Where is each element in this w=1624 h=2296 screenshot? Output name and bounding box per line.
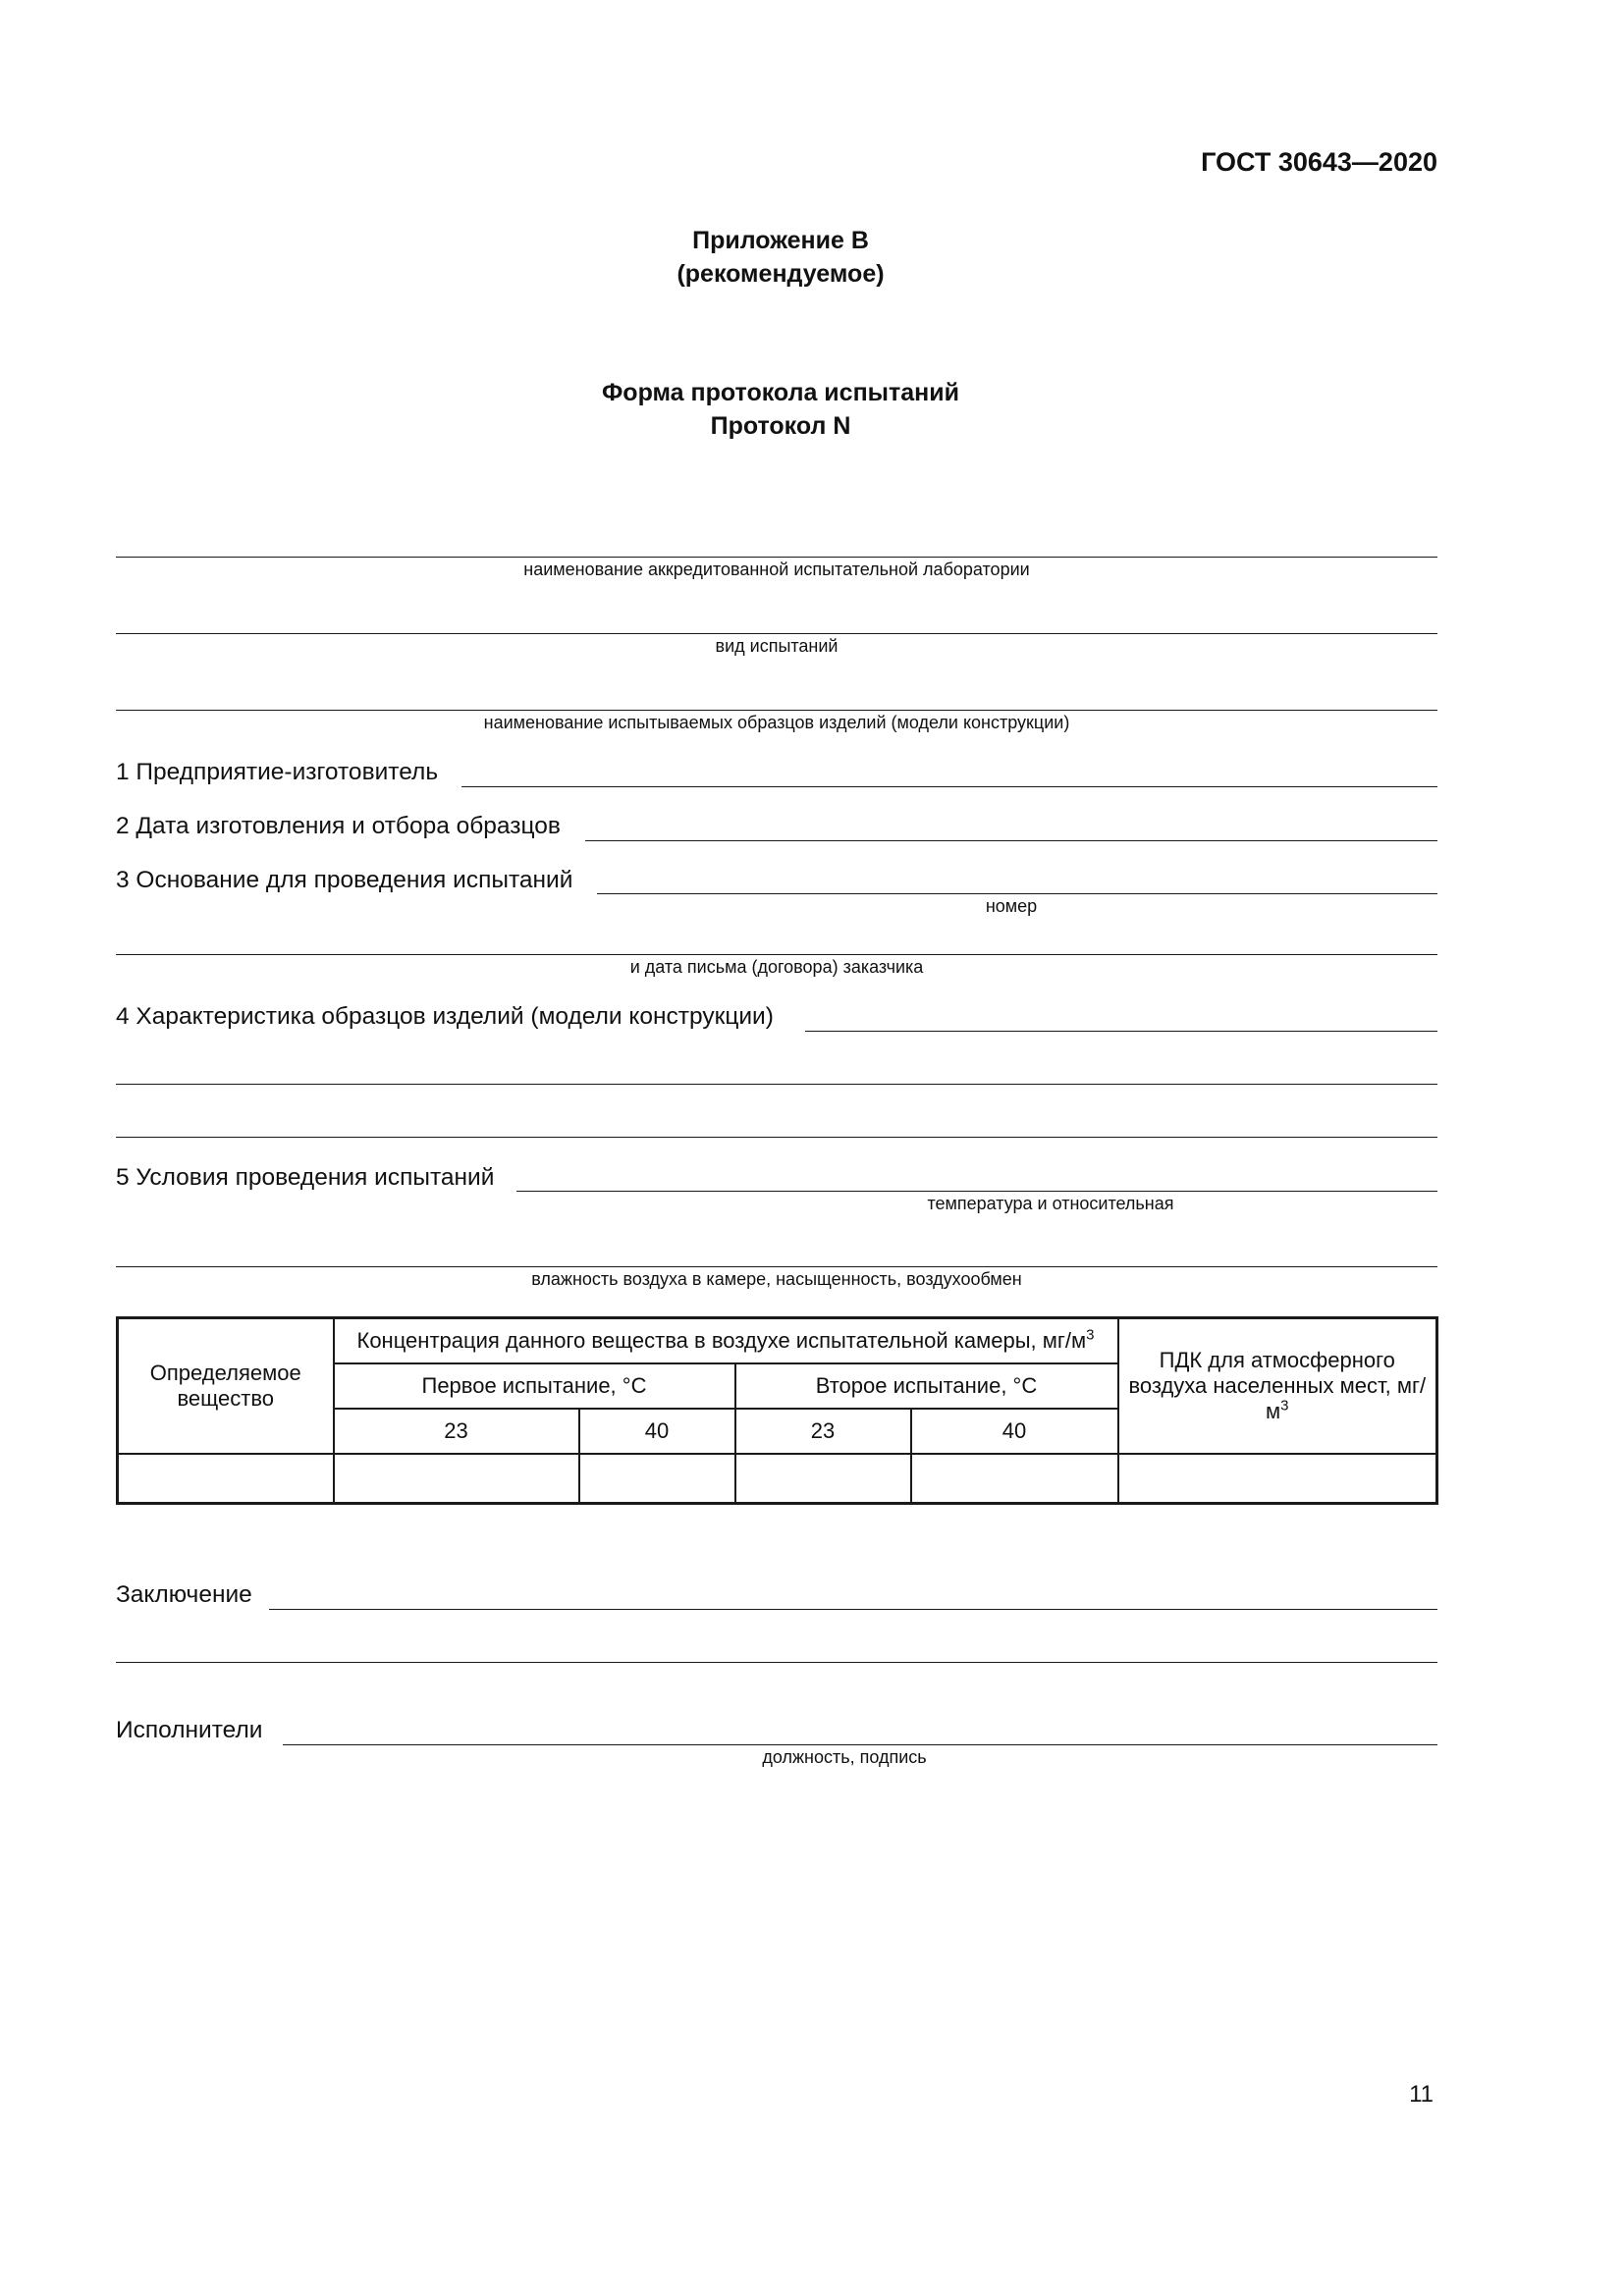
samples-line[interactable] <box>116 710 1437 711</box>
number-caption: номер <box>985 896 1038 916</box>
field-manufacturer-line[interactable] <box>461 786 1437 787</box>
characteristics-line-2[interactable] <box>116 1084 1437 1085</box>
field-conditions-label: 5 Условия проведения испытаний <box>116 1164 495 1191</box>
performer-caption: должность, подпись <box>762 1747 927 1767</box>
field-manufacturer-label: 1 Предприятие-изготовитель <box>116 759 439 785</box>
pdk-header-text: ПДК для атмосферного воздуха населенных мест, мг/м <box>1128 1348 1427 1423</box>
lab-line[interactable] <box>116 557 1437 558</box>
lab-caption: наименование аккредитованной испытательной лаборатории <box>523 560 1030 579</box>
temp-caption: температура и относительная <box>927 1194 1174 1213</box>
test-type-line[interactable] <box>116 633 1437 634</box>
second-test-header: Второе испытание, °С <box>735 1363 1118 1409</box>
appendix-heading <box>0 224 1561 291</box>
samples-caption: наименование испытываемых образцов изделий (модели конструкции) <box>483 713 1070 732</box>
table-data-row <box>118 1454 1437 1504</box>
field-basis-label: 3 Основание для проведения испытаний <box>116 867 573 893</box>
concentration-unit-exponent: 3 <box>1086 1326 1095 1344</box>
concentration-header <box>334 1318 1118 1364</box>
table-cell[interactable] <box>118 1454 334 1504</box>
characteristics-line-3[interactable] <box>116 1137 1437 1138</box>
results-table <box>116 1316 1438 1505</box>
table-cell[interactable] <box>735 1454 911 1504</box>
table-cell[interactable] <box>1118 1454 1437 1504</box>
test-type-caption: вид испытаний <box>715 636 839 656</box>
standard-number: ГОСТ 30643—2020 <box>1201 147 1437 177</box>
pdk-header <box>1118 1318 1437 1455</box>
table-cell[interactable] <box>334 1454 579 1504</box>
table-cell[interactable] <box>579 1454 735 1504</box>
temp-cell: 40 <box>911 1409 1118 1454</box>
letter-date-caption: и дата письма (договора) заказчика <box>629 957 924 977</box>
field-date-label: 2 Дата изготовления и отбора образцов <box>116 813 561 839</box>
table-cell[interactable] <box>911 1454 1118 1504</box>
field-characteristics-label: 4 Характеристика образцов изделий (модели конструкции) <box>116 1003 774 1030</box>
field-conditions-line[interactable] <box>516 1191 1437 1192</box>
humidity-caption: влажность воздуха в камере, насыщенность, воздухообмен <box>531 1269 1022 1289</box>
conclusion-line-2[interactable] <box>116 1662 1437 1663</box>
field-characteristics-line[interactable] <box>805 1031 1437 1032</box>
temp-cell: 23 <box>334 1409 579 1454</box>
field-date-line[interactable] <box>585 840 1437 841</box>
concentration-header-text: Концентрация данного вещества в воздухе испытательной камеры, мг/м <box>356 1328 1087 1353</box>
pdk-unit-exponent: 3 <box>1280 1397 1289 1415</box>
temp-cell: 40 <box>579 1409 735 1454</box>
protocol-title: Протокол N <box>710 412 851 440</box>
performers-label: Исполнители <box>116 1717 263 1743</box>
table-header-row-1 <box>118 1318 1437 1364</box>
form-heading <box>0 376 1561 443</box>
letter-date-line[interactable] <box>116 954 1437 955</box>
humidity-line[interactable] <box>116 1266 1437 1267</box>
temp-cell: 23 <box>735 1409 911 1454</box>
conclusion-label: Заключение <box>116 1581 252 1608</box>
conclusion-line[interactable] <box>269 1609 1437 1610</box>
field-basis-line[interactable] <box>597 893 1437 894</box>
appendix-title: Приложение В <box>692 227 869 254</box>
performers-line[interactable] <box>283 1744 1437 1745</box>
page-number: 11 <box>1409 2081 1434 2108</box>
appendix-status: (рекомендуемое) <box>677 260 885 288</box>
form-title: Форма протокола испытаний <box>601 379 960 406</box>
substance-header: Определяемое вещество <box>118 1318 334 1455</box>
first-test-header: Первое испытание, °С <box>334 1363 735 1409</box>
